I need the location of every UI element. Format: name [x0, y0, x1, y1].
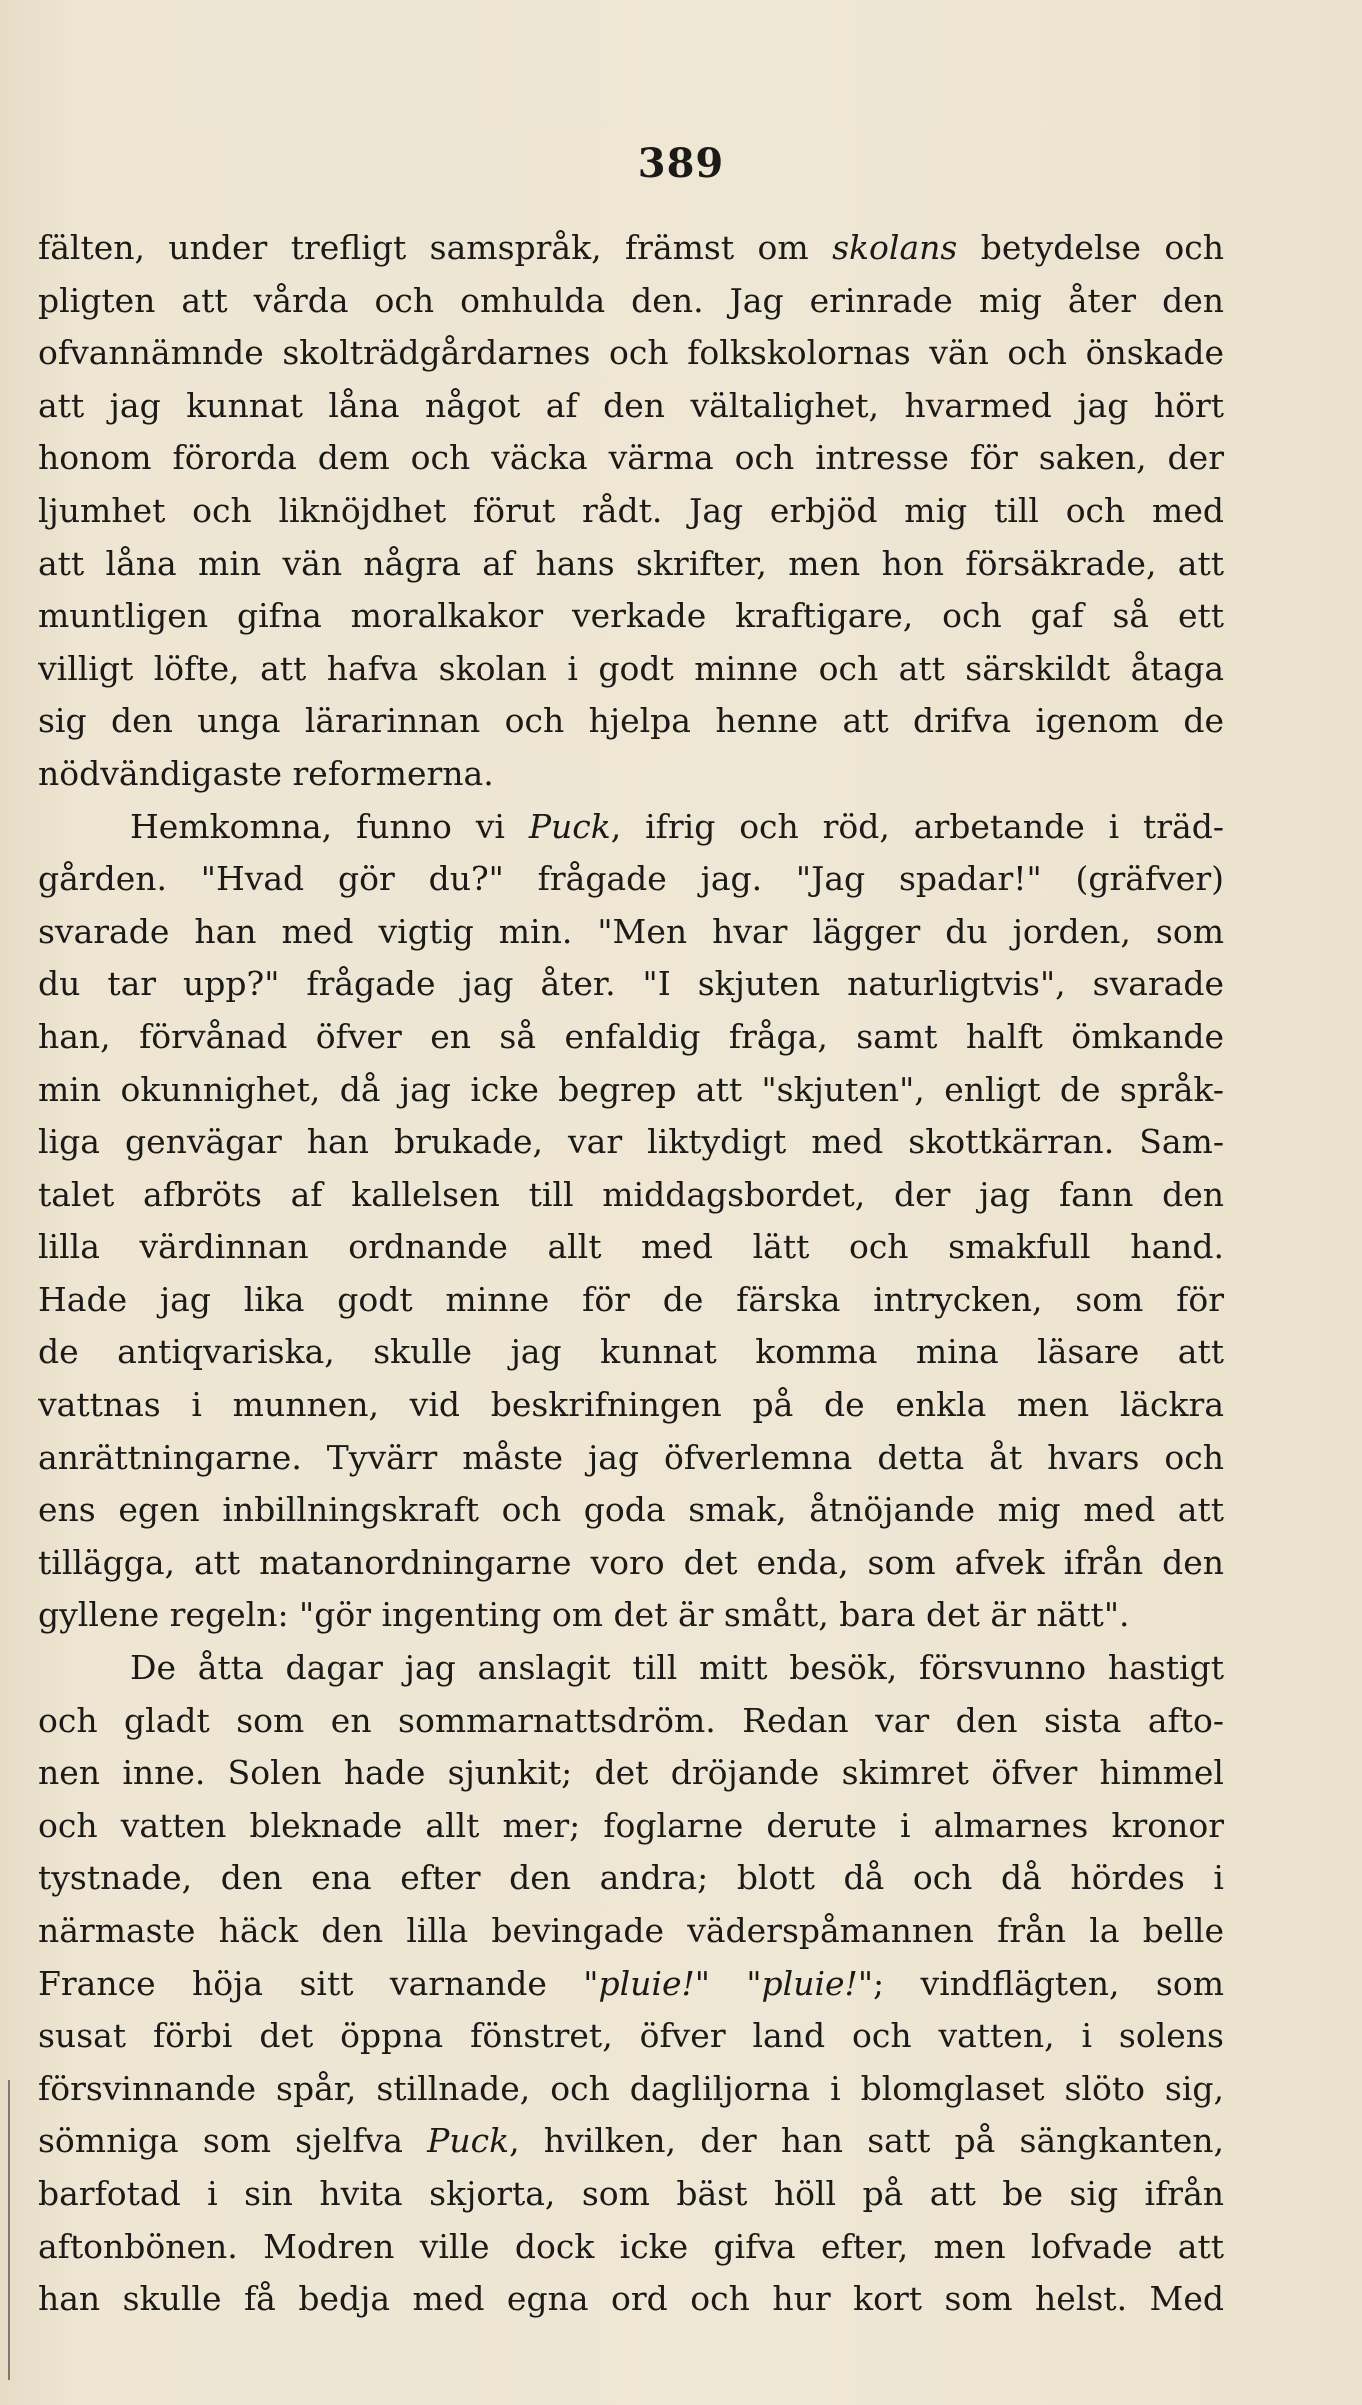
text-run: , hvilken, der han satt på sängkanten,	[509, 2121, 1224, 2161]
text-run: de antiqvariska, skulle jag kunnat komma mina läsare att	[38, 1332, 1224, 1372]
text-run: anrättningarne. Tyvärr måste jag öfverlemna detta åt hvars och	[38, 1437, 1224, 1477]
text-run: nen inne. Solen hade sjunkit; det dröjande skimret öfver himmel	[38, 1753, 1224, 1793]
text-run: närmaste häck den lilla bevingade väderspåmannen från la belle	[38, 1911, 1224, 1950]
text-run: lilla värdinnan ordnande allt med lätt och smakfull hand.	[38, 1227, 1224, 1267]
text-line	[38, 1011, 1224, 1064]
text-run: honom förorda dem och väcka värma och intresse för saken, der	[38, 438, 1224, 478]
text-run: ens egen inbillningskraft och goda smak, åtnöjande mig med att	[38, 1490, 1224, 1530]
text-line	[38, 1642, 1224, 1695]
text-line	[38, 1169, 1224, 1222]
text-line	[38, 1432, 1224, 1485]
text-line	[38, 1116, 1224, 1169]
text-line	[38, 538, 1224, 591]
text-line	[38, 695, 1224, 748]
text-line	[38, 643, 1224, 696]
text-line	[38, 2168, 1224, 2221]
text-line	[38, 1958, 1224, 2011]
text-run: muntligen gifna moralkakor verkade kraftigare, och gaf så ett	[38, 596, 1224, 636]
text-line	[38, 222, 1224, 275]
text-run: ofvannämnde skolträdgårdarnes och folkskolornas vän och önskade	[38, 333, 1224, 373]
italic-text: Puck	[528, 806, 611, 846]
text-run: gården. "Hvad gör du?" frågade jag. "Jag spadar!" (gräfver)	[38, 859, 1224, 899]
text-run: , ifrig och röd, arbetande i träd-	[610, 806, 1224, 846]
text-run: att jag kunnat låna något af den vältalighet, hvarmed jag hört	[38, 385, 1224, 425]
text-run: talet afbröts af kallelsen till middagsbordet, der jag fann den	[38, 1174, 1224, 1214]
text-run: och vatten bleknade allt mer; foglarne derute i almarnes kronor	[38, 1805, 1224, 1845]
text-line	[38, 2115, 1224, 2168]
text-run: Hade jag lika godt minne för de färska intrycken, som för	[38, 1279, 1224, 1319]
body-text	[38, 222, 1224, 2326]
text-run: susat förbi det öppna fönstret, öfver land och vatten, i solens	[38, 2016, 1224, 2056]
text-run: ; vindflägten, som	[873, 1963, 1224, 2003]
text-line	[38, 801, 1224, 854]
text-line	[38, 853, 1224, 906]
text-line	[38, 1221, 1224, 1274]
text-run: ljumhet och liknöjdhet förut rådt. Jag erbjöd mig till och med	[38, 490, 1224, 530]
text-line	[38, 327, 1224, 380]
text-line	[38, 1379, 1224, 1432]
text-run: min okunnighet, då jag icke begrep att "skjuten", enligt de språk-	[38, 1069, 1224, 1109]
text-run: svarade han med vigtig min. "Men hvar lägger du jorden, som	[38, 911, 1224, 951]
text-run: han skulle få bedja med egna ord och hur kort som helst. Med	[38, 2279, 1224, 2319]
text-line	[38, 1537, 1224, 1590]
text-line	[38, 1589, 1224, 1642]
text-run: du tar upp?" frågade jag åter. "I skjuten naturligtvis", svarade	[38, 964, 1224, 1004]
text-line	[38, 1326, 1224, 1379]
text-run: tystnade, den ena efter den andra; blott då och då hördes i	[38, 1858, 1224, 1898]
text-run: försvinnande spår, stillnade, och dagliljorna i blomglaset slöto sig,	[38, 2068, 1224, 2108]
text-line	[38, 1747, 1224, 1800]
text-run: han, förvånad öfver en så enfaldig fråga, samt halft ömkande	[38, 1016, 1224, 1056]
text-run: vattnas i munnen, vid beskrifningen på de enkla men läckra	[38, 1385, 1224, 1425]
text-line	[38, 1905, 1224, 1958]
text-line	[38, 1064, 1224, 1117]
text-run: France höja sitt varnande	[38, 1963, 584, 2003]
text-run: pligten att vårda och omhulda den. Jag erinrade mig åter den	[38, 280, 1224, 320]
text-line	[38, 958, 1224, 1011]
italic-text: Puck	[427, 2121, 510, 2161]
text-line	[38, 380, 1224, 433]
text-run: liga genvägar han brukade, var liktydigt med skottkärran. Sam-	[38, 1122, 1224, 1162]
text-line	[38, 1274, 1224, 1327]
italic-text: "pluie!" "pluie!"	[583, 1963, 873, 2003]
text-line	[38, 2010, 1224, 2063]
text-line	[38, 2273, 1224, 2326]
text-line	[38, 590, 1224, 643]
text-line	[38, 1800, 1224, 1853]
text-line	[38, 906, 1224, 959]
text-run: sömniga som sjelfva	[38, 2121, 428, 2161]
text-line	[38, 1484, 1224, 1537]
text-run: barfotad i sin hvita skjorta, som bäst höll på att be sig ifrån	[38, 2173, 1224, 2213]
text-line	[38, 1852, 1224, 1905]
text-run: Hemkomna, funno vi	[130, 806, 529, 846]
text-line	[38, 432, 1224, 485]
text-run: gyllene regeln: "gör ingenting om det är smått, bara det är nätt".	[38, 1595, 1130, 1635]
text-run: fälten, under trefligt samspråk, främst om	[38, 228, 833, 267]
page-number: 389	[637, 140, 725, 187]
text-run: att låna min vän några af hans skrifter, men hon försäkrade, att	[38, 543, 1224, 583]
text-line	[38, 2221, 1224, 2274]
text-run: betydelse och	[957, 228, 1224, 267]
page-edge-line	[8, 2080, 10, 2380]
text-run: aftonbönen. Modren ville dock icke gifva efter, men lofvade att	[38, 2226, 1224, 2266]
text-line	[38, 485, 1224, 538]
text-line	[38, 275, 1224, 328]
text-run: tillägga, att matanordningarne voro det enda, som afvek ifrån den	[38, 1542, 1224, 1582]
text-line	[38, 2063, 1224, 2116]
text-run: sig den unga lärarinnan och hjelpa henne att drifva igenom de	[38, 701, 1224, 741]
text-run: och gladt som en sommarnattsdröm. Redan var den sista afto-	[38, 1700, 1224, 1740]
text-line	[38, 748, 1224, 801]
italic-text: skolans	[832, 228, 958, 267]
text-run: nödvändigaste reformerna.	[38, 753, 494, 793]
text-line	[38, 1695, 1224, 1748]
text-run: De åtta dagar jag anslagit till mitt besök, försvunno hastigt	[130, 1648, 1224, 1688]
text-run: villigt löfte, att hafva skolan i godt minne och att särskildt åtaga	[38, 648, 1224, 688]
